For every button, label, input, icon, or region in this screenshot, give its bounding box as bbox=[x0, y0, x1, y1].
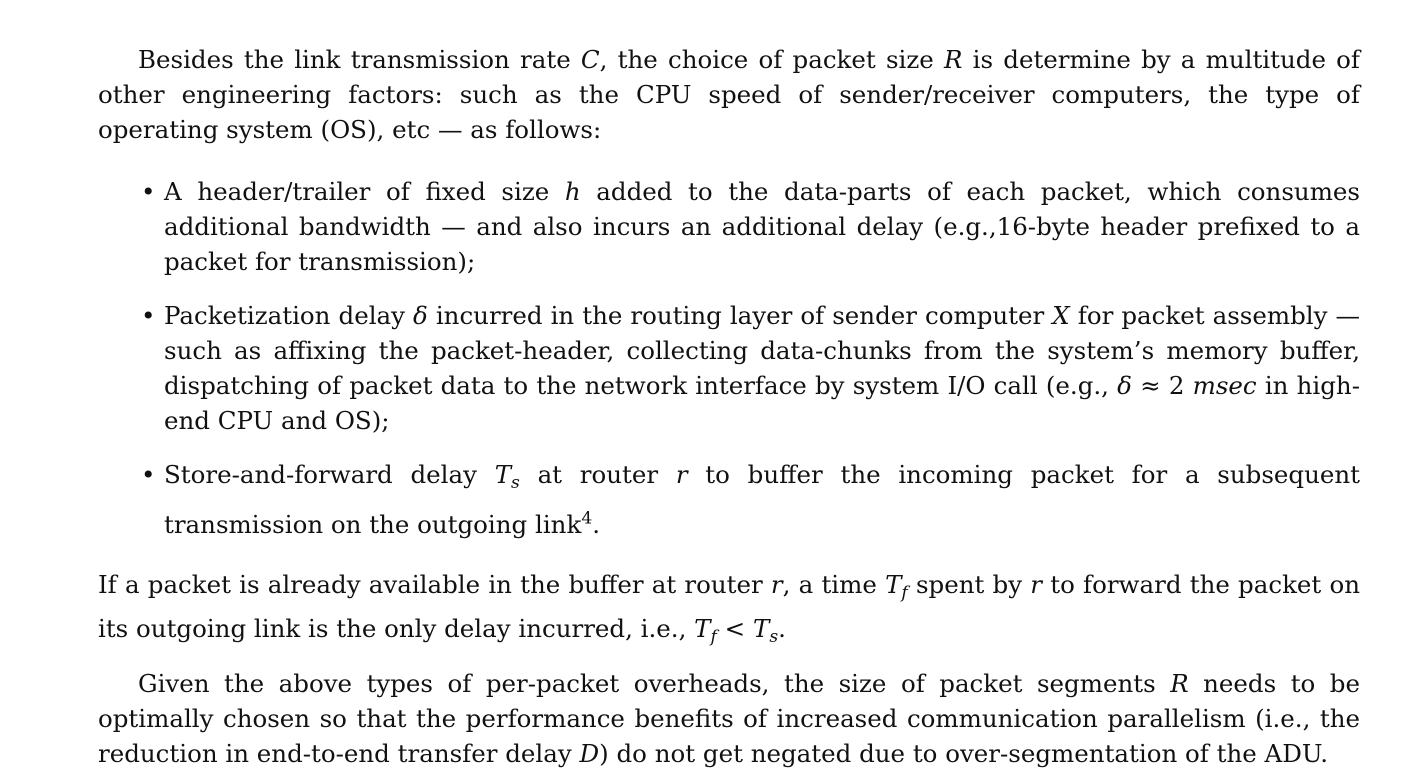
list-item-text: Store-and-forward delay $T_s$ at router r to buffer the incoming packet for a subsequent transmission on the outgoing link$^4$. bbox=[164, 460, 1360, 539]
list-item-packetization bbox=[98, 298, 1360, 438]
bullet-marker: • bbox=[141, 177, 156, 206]
list-item-text: A header/trailer of fixed size h added to the data-parts of each packet, which consumes additional bandwidth — and also incurs an additional delay (e.g.,16-byte header prefixed to a packet for transmission); bbox=[164, 177, 1360, 276]
list-item-text: Packetization delay δ incurred in the routing layer of sender computer X for packet assembly — such as affixing the packet-header, collecting data-chunks from the system’s memory buffer, dispatching of packet data to the network interface by system I/O call (e.g., δ ≈ 2 msec in high-end CPU and OS); bbox=[164, 301, 1360, 435]
overhead-list bbox=[98, 174, 1360, 542]
bullet-marker: • bbox=[141, 301, 156, 330]
document-body bbox=[98, 42, 1360, 771]
bullet-marker: • bbox=[141, 460, 156, 489]
paragraph-forwarding: If a packet is already available in the buffer at router r, a time $T_f$ spent by r to forward the packet on its outgoing link is the only delay incurred, i.e., $T_f < T_s$. bbox=[98, 569, 1360, 647]
list-item-header bbox=[98, 174, 1360, 279]
paragraph-conclusion: Given the above types of per-packet overheads, the size of packet segments R needs to be optimally chosen so that the performance benefits of increased communication parallelism (i.e., the reduction in end-to-end transfer delay D) do not get negated due to over-segmentation of the ADU. bbox=[98, 668, 1360, 768]
list-item-store-forward bbox=[98, 457, 1360, 542]
paragraph-intro: Besides the link transmission rate C, the choice of packet size R is determine by a multitude of other engineering factors: such as the CPU speed of sender/receiver computers, the type of operating system (OS), etc — as follows: bbox=[98, 45, 1360, 144]
